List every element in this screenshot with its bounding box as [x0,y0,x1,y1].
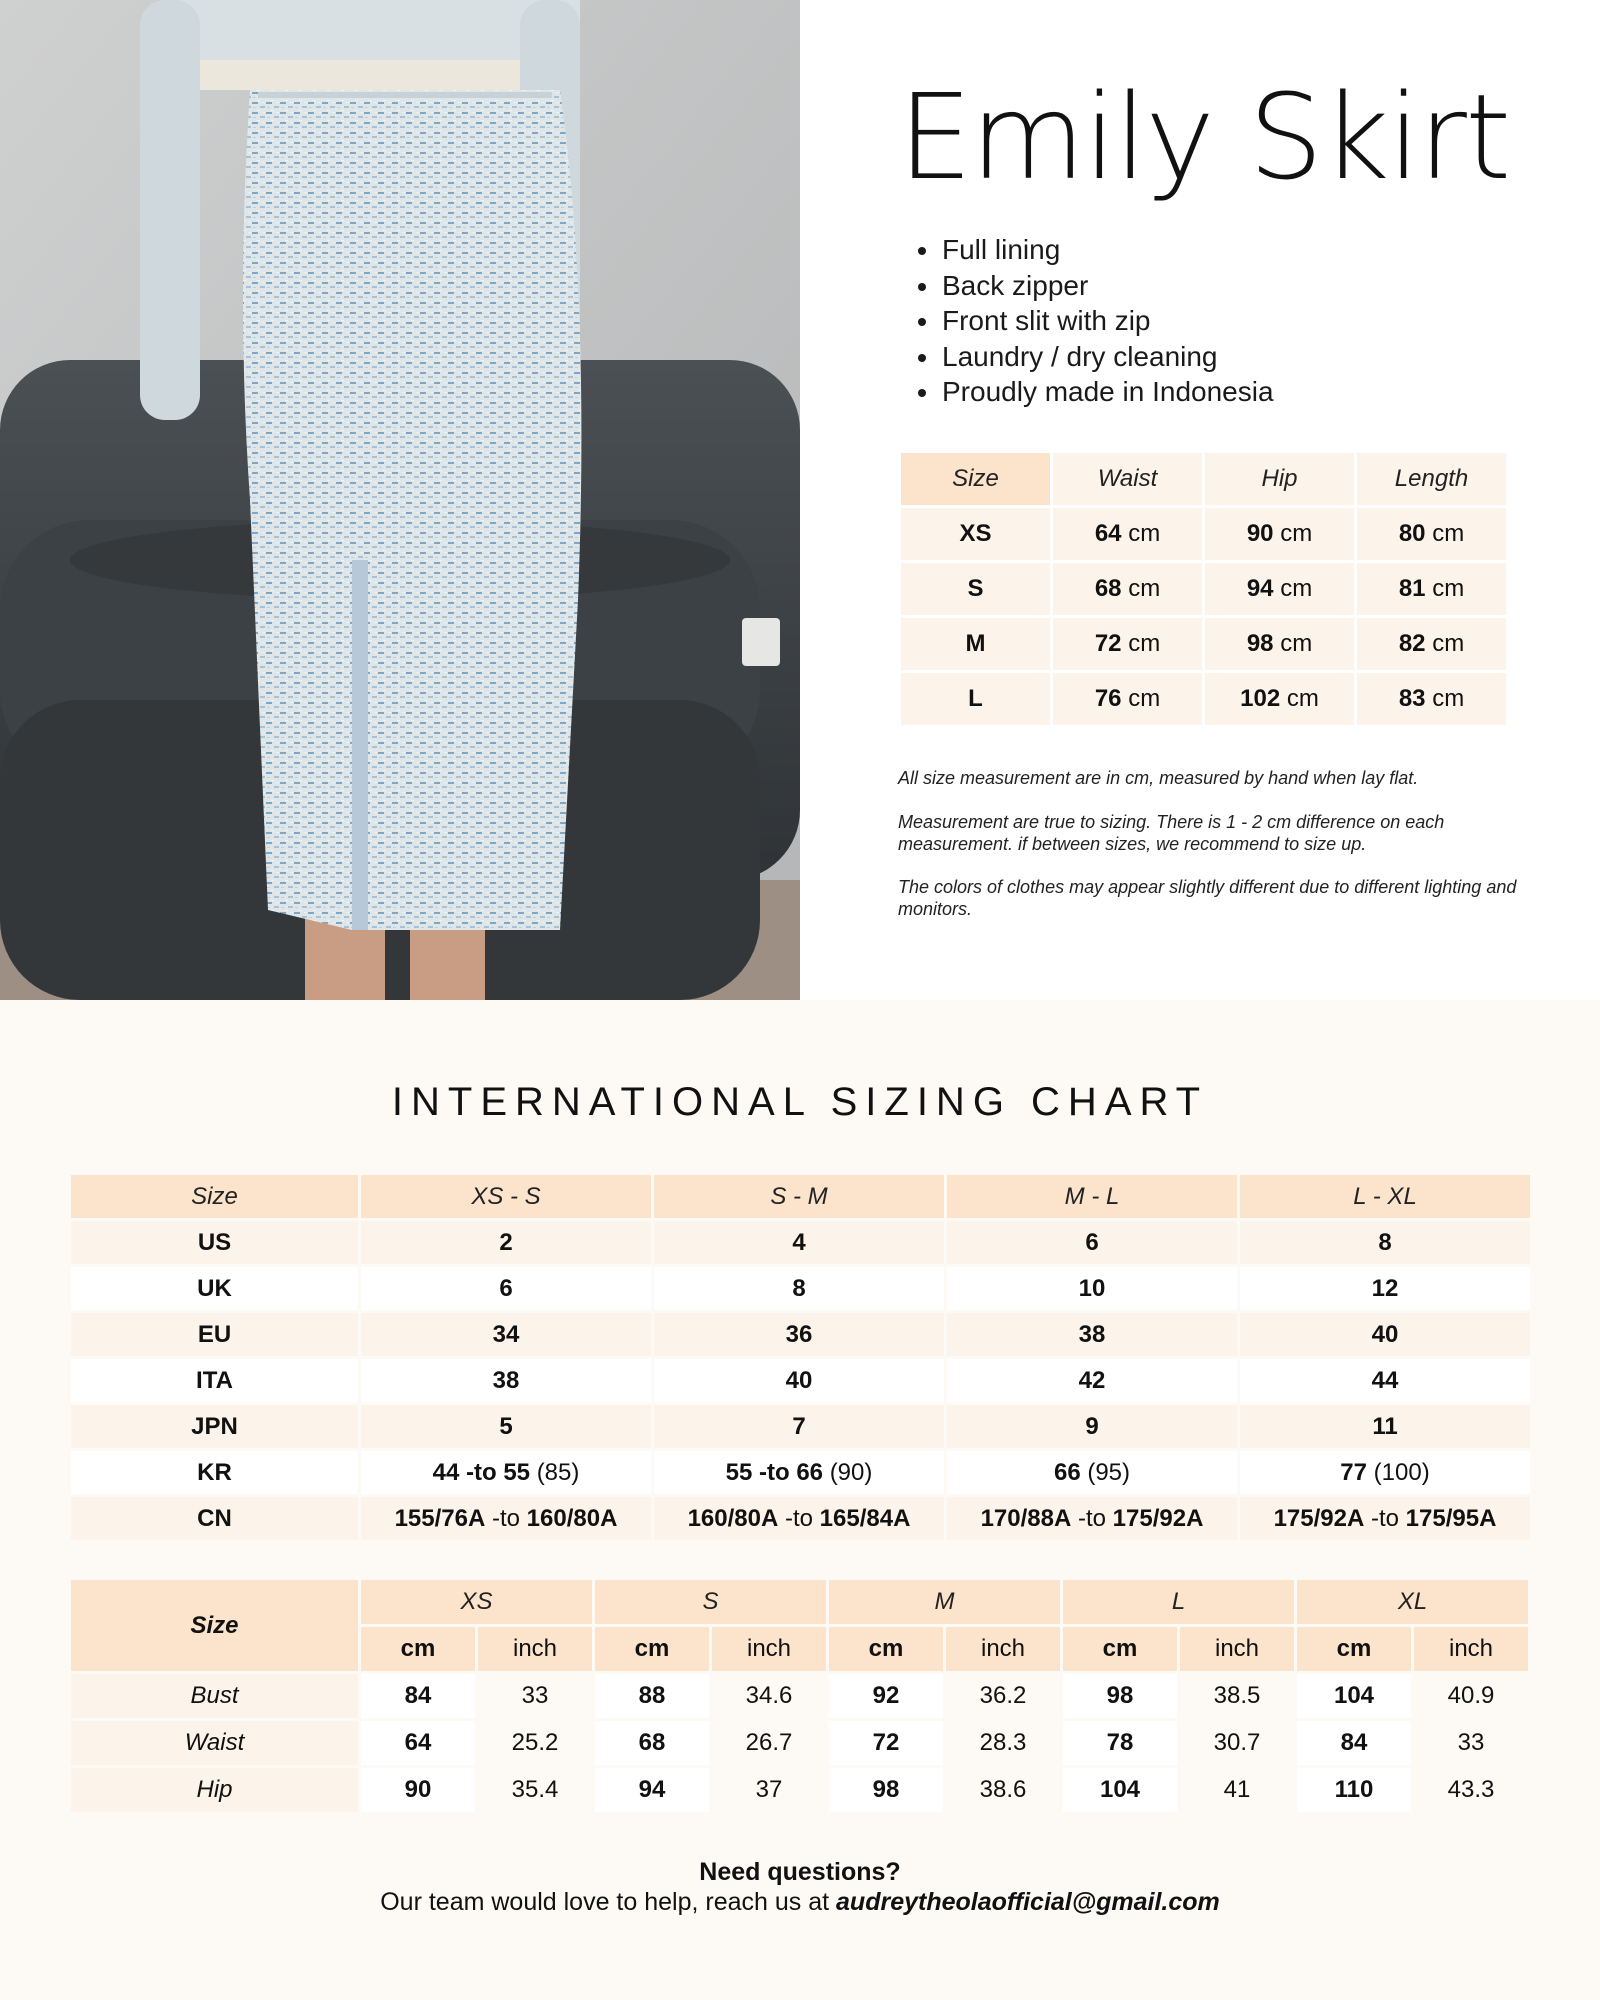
size-group-header: S [595,1580,826,1624]
contact-question: Need questions? [699,1858,901,1886]
size-value: 66 (95) [947,1451,1237,1494]
header-cell-size: Size [901,453,1050,505]
international-chart-title: INTERNATIONAL SIZING CHART [391,1080,1209,1124]
header-cell-length: Length [1357,453,1506,505]
product-photo [0,0,800,1000]
inch-value: 34.6 [712,1674,826,1718]
unit-cm: cm [1297,1627,1411,1671]
size-value: 77 (100) [1240,1451,1530,1494]
size-value: 38 [361,1359,651,1402]
inch-value: 35.4 [478,1768,592,1812]
measurement-label: Hip [71,1768,358,1812]
size-label: M [901,618,1050,670]
region-label: KR [71,1451,358,1494]
size-value: 8 [1240,1221,1530,1264]
feature-item: Laundry / dry cleaning [918,339,1274,375]
header-cell-hip: Hip [1205,453,1354,505]
contact-text: Our team would love to help, reach us at [380,1888,830,1916]
region-label: CN [71,1497,358,1540]
size-value: 2 [361,1221,651,1264]
measurement-note: All size measurement are in cm, measured by hand when lay flat. [898,768,1419,788]
size-label: L [901,673,1050,725]
length-cell: 80 cm [1357,508,1506,560]
cm-value: 84 [1297,1721,1411,1765]
size-value: 44 [1240,1359,1530,1402]
feature-item: Front slit with zip [918,303,1274,339]
size-value: 40 [1240,1313,1530,1356]
cm-value: 110 [1297,1768,1411,1812]
size-value: 155/76A -to 160/80A [361,1497,651,1540]
hip-cell: 102 cm [1205,673,1354,725]
size-group-header: XL [1297,1580,1528,1624]
region-label: US [71,1221,358,1264]
table-row [71,1768,1528,1812]
inch-value: 28.3 [946,1721,1060,1765]
size-value: 11 [1240,1405,1530,1448]
size-value: 4 [654,1221,944,1264]
cm-value: 98 [829,1768,943,1812]
contact-email-link[interactable]: audreytheolaofficial@gmail.com [836,1888,1220,1916]
waist-cell: 68 cm [1053,563,1202,615]
size-value: 6 [947,1221,1237,1264]
table-row [71,1313,1530,1356]
feature-item: Full lining [918,232,1274,268]
waist-cell: 64 cm [1053,508,1202,560]
inch-value: 25.2 [478,1721,592,1765]
size-value: 44 -to 55 (85) [361,1451,651,1494]
size-value: 170/88A -to 175/92A [947,1497,1237,1540]
size-value: 175/92A -to 175/95A [1240,1497,1530,1540]
size-value: 5 [361,1405,651,1448]
size-value: 6 [361,1267,651,1310]
region-label: UK [71,1267,358,1310]
international-sizing-table [68,1172,1533,1543]
table-header-row [71,1175,1530,1218]
body-measurement-table [68,1577,1531,1815]
hip-cell: 98 cm [1205,618,1354,670]
table-row [901,618,1506,670]
size-group-header: M [829,1580,1060,1624]
unit-cm: cm [829,1627,943,1671]
size-value: 12 [1240,1267,1530,1310]
measurement-label: Bust [71,1674,358,1718]
feature-list [918,232,1274,410]
inch-value: 43.3 [1414,1768,1528,1812]
table-row [71,1674,1528,1718]
header-cell: Size [71,1175,358,1218]
cm-value: 64 [361,1721,475,1765]
contact-line [0,1888,1600,1917]
table-row [901,673,1506,725]
hip-cell: 94 cm [1205,563,1354,615]
hip-cell: 90 cm [1205,508,1354,560]
table-row [71,1405,1530,1448]
cm-value: 98 [1063,1674,1177,1718]
size-value: 9 [947,1405,1237,1448]
cm-value: 88 [595,1674,709,1718]
unit-cm: cm [1063,1627,1177,1671]
table-row [71,1221,1530,1264]
table-row [901,563,1506,615]
size-value: 7 [654,1405,944,1448]
cm-value: 78 [1063,1721,1177,1765]
unit-inch: inch [1414,1627,1528,1671]
unit-inch: inch [946,1627,1060,1671]
size-value: 36 [654,1313,944,1356]
size-value: 38 [947,1313,1237,1356]
feature-item: Back zipper [918,268,1274,304]
inch-value: 36.2 [946,1674,1060,1718]
cm-value: 68 [595,1721,709,1765]
inch-value: 33 [1414,1721,1528,1765]
cm-value: 94 [595,1768,709,1812]
unit-inch: inch [1180,1627,1294,1671]
size-group-header: XS [361,1580,592,1624]
feature-item: Proudly made in Indonesia [918,374,1274,410]
inch-value: 37 [712,1768,826,1812]
unit-cm: cm [361,1627,475,1671]
region-label: ITA [71,1359,358,1402]
cm-value: 90 [361,1768,475,1812]
size-value: 34 [361,1313,651,1356]
waist-cell: 72 cm [1053,618,1202,670]
header-cell: M - L [947,1175,1237,1218]
header-cell-waist: Waist [1053,453,1202,505]
cm-value: 104 [1297,1674,1411,1718]
size-measurement-table [898,450,1509,728]
size-value: 160/80A -to 165/84A [654,1497,944,1540]
table-header-row [71,1580,1528,1624]
inch-value: 38.5 [1180,1674,1294,1718]
length-cell: 82 cm [1357,618,1506,670]
cm-value: 72 [829,1721,943,1765]
header-cell: XS - S [361,1175,651,1218]
header-cell-size: Size [71,1580,358,1671]
length-cell: 83 cm [1357,673,1506,725]
unit-cm: cm [595,1627,709,1671]
inch-value: 38.6 [946,1768,1060,1812]
table-row [901,508,1506,560]
region-label: JPN [71,1405,358,1448]
size-value: 42 [947,1359,1237,1402]
size-label: S [901,563,1050,615]
table-row [71,1359,1530,1402]
table-row [71,1721,1528,1765]
cm-value: 92 [829,1674,943,1718]
size-group-header: L [1063,1580,1294,1624]
sizing-note: Measurement are true to sizing. There is 1 - 2 cm difference on each measurement. if between sizes, we recommend to size up. [898,812,1445,854]
color-note: The colors of clothes may appear slightly different due to different lighting and monitors. [898,877,1517,919]
size-value: 55 -to 66 (90) [654,1451,944,1494]
product-photo-illustration [0,0,800,1000]
inch-value: 40.9 [1414,1674,1528,1718]
inch-value: 41 [1180,1768,1294,1812]
unit-inch: inch [478,1627,592,1671]
cm-value: 84 [361,1674,475,1718]
header-cell: L - XL [1240,1175,1530,1218]
inch-value: 30.7 [1180,1721,1294,1765]
measurement-label: Waist [71,1721,358,1765]
table-row [71,1267,1530,1310]
header-cell: S - M [654,1175,944,1218]
size-value: 8 [654,1267,944,1310]
size-value: 10 [947,1267,1237,1310]
unit-inch: inch [712,1627,826,1671]
inch-value: 26.7 [712,1721,826,1765]
cm-value: 104 [1063,1768,1177,1812]
table-header-row [901,453,1506,505]
length-cell: 81 cm [1357,563,1506,615]
size-label: XS [901,508,1050,560]
region-label: EU [71,1313,358,1356]
table-row [71,1497,1530,1540]
size-value: 40 [654,1359,944,1402]
inch-value: 33 [478,1674,592,1718]
waist-cell: 76 cm [1053,673,1202,725]
product-title: Emily Skirt [898,68,1510,206]
table-row [71,1451,1530,1494]
